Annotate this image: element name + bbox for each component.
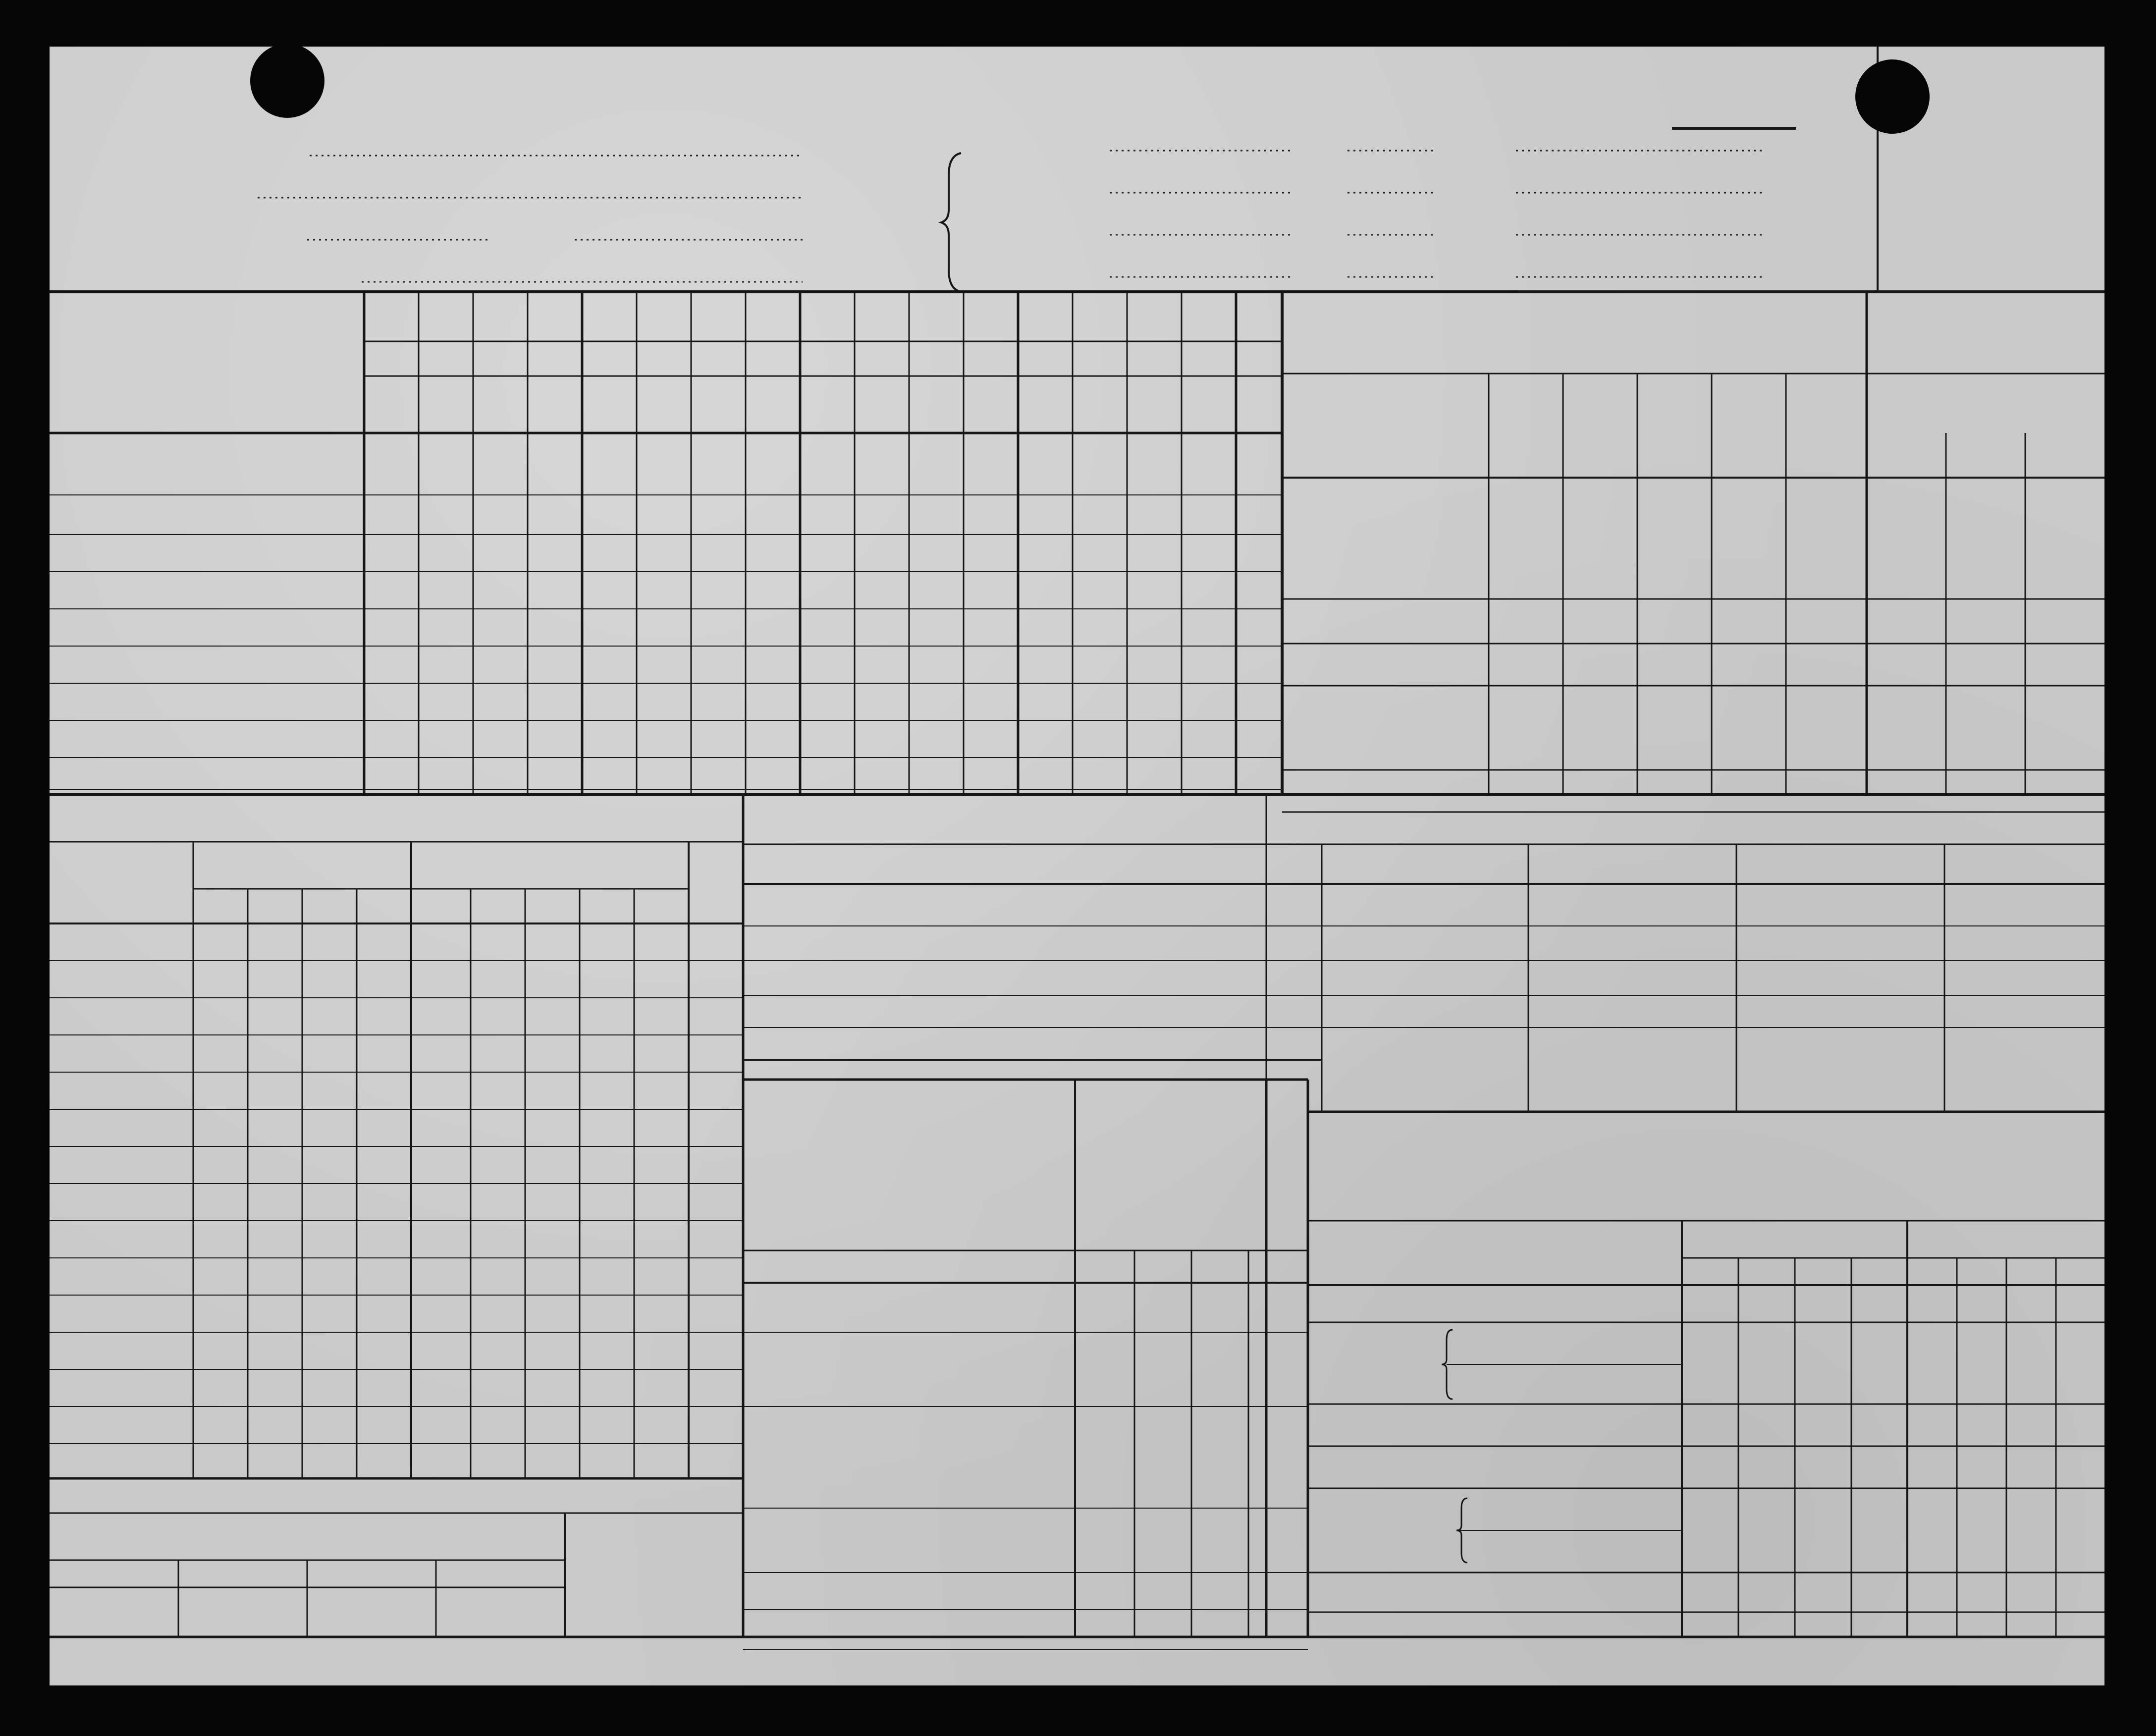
punch-hole-left xyxy=(250,44,324,118)
brace-icon xyxy=(941,153,961,292)
punch-hole-right xyxy=(1855,59,1930,134)
form-grid xyxy=(50,47,2104,1685)
form-sheet xyxy=(50,47,2104,1685)
